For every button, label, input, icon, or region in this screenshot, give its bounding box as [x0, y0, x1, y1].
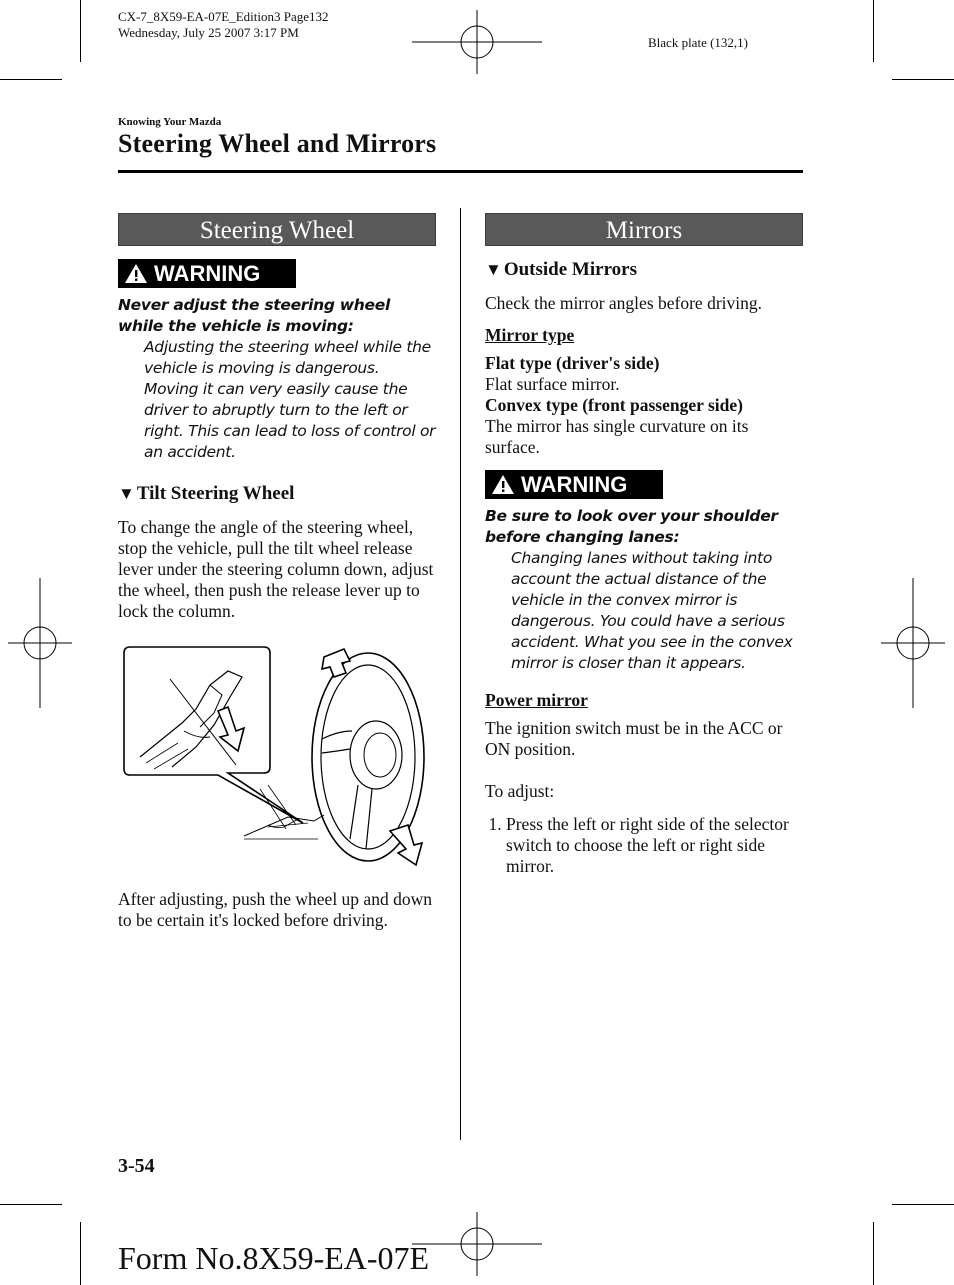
convex-type-label: Convex type (front passenger side): [485, 395, 743, 415]
print-header-line: CX-7_8X59-EA-07E_Edition3 Page132: [118, 9, 329, 24]
warning-label: WARNING: [521, 471, 628, 497]
page-title: Steering Wheel and Mirrors: [118, 129, 437, 158]
crop-mark: [80, 1222, 81, 1285]
subheading-outside-mirrors: [485, 259, 803, 281]
warning-lead: Never adjust the steering wheel while the vehicle is moving:: [118, 296, 390, 335]
flat-type-label: Flat type (driver's side): [485, 353, 660, 373]
warning-body: Changing lanes without taking into account the actual distance of the vehicle in the convex mirror is dangerous. You could have a serious accident. What you see in the convex mirror is closer than it appears.: [511, 549, 793, 672]
heading-mirror-type: Mirror type: [485, 325, 575, 345]
print-header-line: Wednesday, July 25 2007 3:17 PM: [118, 25, 299, 40]
crop-mark: [892, 1204, 954, 1205]
section-label: Knowing Your Mazda: [118, 116, 222, 128]
body-paragraph: To change the angle of the steering wheel, stop the vehicle, pull the tilt wheel release lever under the steering column down, adjust the wheel, then push the release lever up to lock the column.: [118, 517, 434, 621]
form-number: Form No.8X59-EA-07E: [118, 1240, 430, 1276]
warning-label: WARNING: [154, 260, 261, 286]
triangle-marker-icon: ▼: [485, 260, 502, 279]
list-item: 1. Press the left or right side of the selector switch to choose the left or right side mirror.: [506, 814, 803, 877]
print-header: [118, 9, 329, 41]
crop-mark: [0, 79, 62, 80]
crop-mark: [80, 0, 81, 62]
registration-mark-icon: [8, 578, 72, 708]
right-column: [485, 213, 803, 877]
triangle-marker-icon: ▼: [118, 484, 135, 503]
warning-body: Adjusting the steering wheel while the vehicle is moving is dangerous. Moving it can very easily cause the driver to abruptly turn to the left or right. This can lead to loss of control or an accident.: [144, 338, 436, 461]
registration-mark-icon: [881, 578, 945, 708]
body-paragraph: The ignition switch must be in the ACC or ON position.: [485, 718, 783, 759]
left-column: [118, 213, 436, 931]
body-paragraph: Check the mirror angles before driving.: [485, 293, 762, 313]
warning-badge: [118, 259, 296, 288]
section-band-steering-wheel: Steering Wheel: [118, 213, 436, 246]
registration-mark-icon: [412, 1212, 542, 1276]
warning-triangle-icon: [491, 474, 515, 495]
registration-mark-icon: [412, 10, 542, 74]
body-paragraph: After adjusting, push the wheel up and down to be certain it's locked before driving.: [118, 889, 432, 930]
steering-wheel-illustration: [118, 639, 436, 877]
crop-mark: [873, 0, 874, 62]
tilt-steering-illustration-icon: [118, 639, 436, 877]
column-divider: [460, 208, 461, 1140]
crop-mark: [892, 79, 954, 80]
page-number: 3-54: [118, 1155, 155, 1177]
warning-badge: [485, 470, 663, 499]
section-band-mirrors: Mirrors: [485, 213, 803, 246]
title-rule: [118, 170, 803, 173]
subheading-tilt-steering-wheel: [118, 483, 436, 505]
crop-mark: [873, 1222, 874, 1285]
convex-type-text: The mirror has single curvature on its surface.: [485, 416, 749, 457]
warning-triangle-icon: [124, 263, 148, 284]
flat-type-text: Flat surface mirror.: [485, 374, 620, 394]
plate-label: Black plate (132,1): [648, 35, 748, 50]
body-paragraph: To adjust:: [485, 781, 555, 801]
subheading-text: Tilt Steering Wheel: [136, 483, 295, 504]
adjust-steps-list: [485, 814, 803, 877]
warning-box: [118, 259, 436, 463]
warning-box: [485, 470, 803, 674]
heading-power-mirror: Power mirror: [485, 690, 588, 710]
warning-lead: Be sure to look over your shoulder before changing lanes:: [485, 507, 778, 546]
crop-mark: [0, 1204, 62, 1205]
subheading-text: Outside Mirrors: [503, 259, 637, 280]
